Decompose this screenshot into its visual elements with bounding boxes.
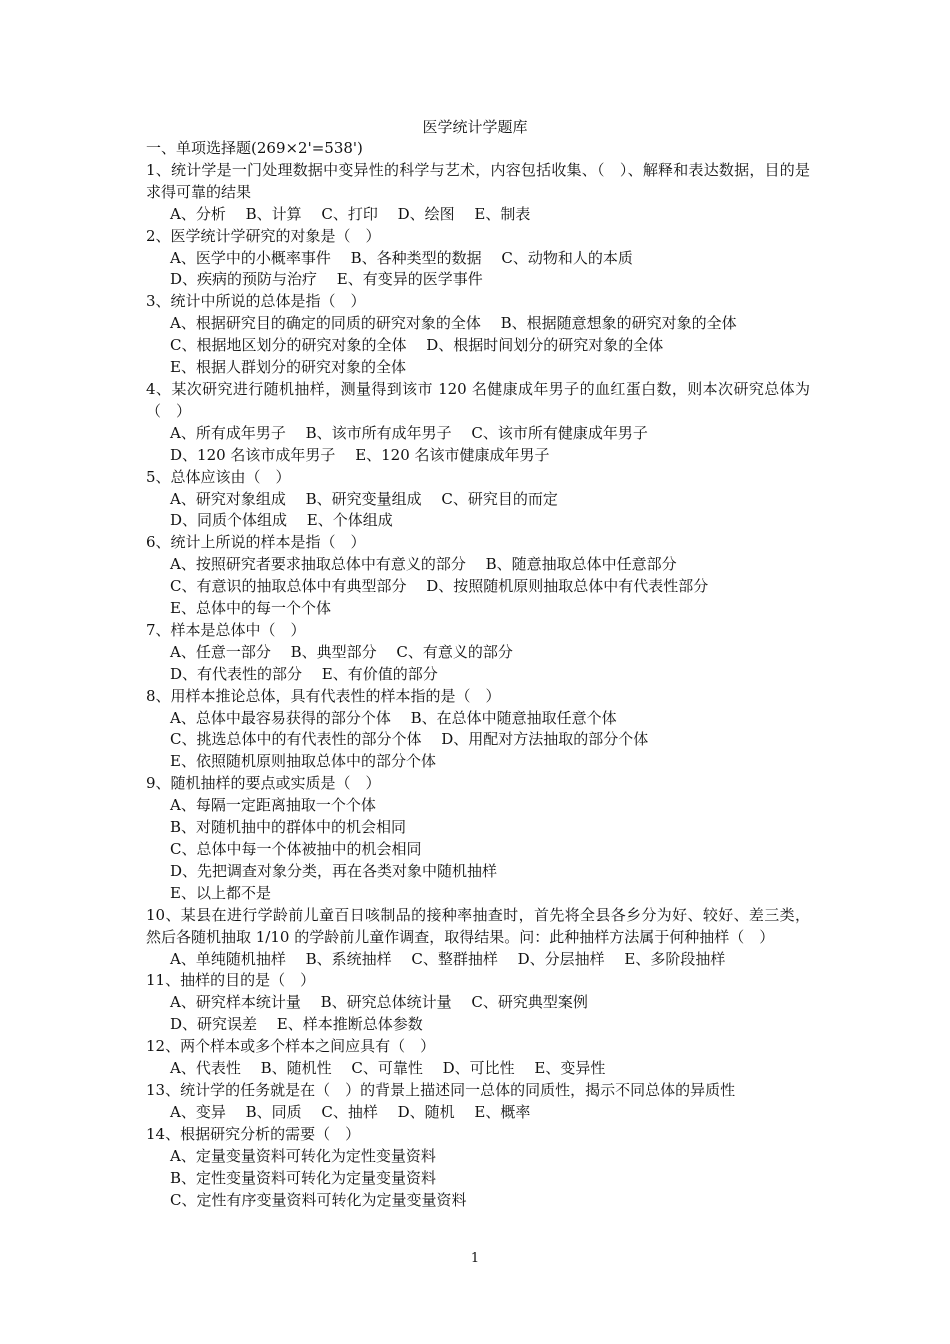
question-stem: 13、统计学的任务就是在（ ）的背景上描述同一总体的同质性，揭示不同总体的异质性 bbox=[146, 1080, 736, 1099]
answer-options-line: A、医学中的小概率事件 B、各种类型的数据 C、动物和人的本质 bbox=[170, 248, 633, 267]
question-block bbox=[146, 467, 810, 533]
answer-options-line: D、研究误差 E、样本推断总体参数 bbox=[170, 1015, 423, 1034]
answer-options-line: E、以上都不是 bbox=[170, 883, 271, 902]
answer-options-line: A、分析 B、计算 C、打印 D、绘图 E、制表 bbox=[170, 204, 531, 223]
question-stem: 14、根据研究分析的需要（ ） bbox=[146, 1124, 361, 1143]
question-stem: 4、某次研究进行随机抽样，测量得到该市 120 名健康成年男子的血红蛋白数，则本次研究总体为（ ） bbox=[146, 379, 810, 420]
answer-options-line: C、总体中每一个体被抽中的机会相同 bbox=[170, 840, 422, 858]
question-stem: 10、某县在进行学龄前儿童百日咳制品的接种率抽查时，首先将全县各乡分为好、较好、差三类，然后各随机抽取 1/10 的学龄前儿童作调查，取得结果。问：此种抽样方法属于何种抽样（ ） bbox=[146, 905, 810, 946]
question-block bbox=[146, 1124, 810, 1212]
answer-options-line: B、定性变量资料可转化为定量变量资料 bbox=[170, 1168, 437, 1187]
answer-options-line: C、有意识的抽取总体中有典型部分 D、按照随机原则抽取总体中有代表性部分 bbox=[170, 577, 709, 596]
answer-options-line: A、研究对象组成 B、研究变量组成 C、研究目的而定 bbox=[170, 489, 558, 508]
question-list bbox=[146, 138, 810, 1211]
question-stem: 9、随机抽样的要点或实质是（ ） bbox=[146, 774, 381, 793]
question-stem: 5、总体应该由（ ） bbox=[146, 467, 291, 486]
answer-options-line: B、对随机抽中的群体中的机会相同 bbox=[170, 818, 407, 837]
question-stem: 1、统计学是一门处理数据中变异性的科学与艺术，内容包括收集、（ ）、解释和表达数据，目的是求得可靠的结果 bbox=[146, 160, 810, 201]
document-title: 医学统计学题库 bbox=[422, 118, 528, 136]
answer-options-line: E、依照随机原则抽取总体中的部分个体 bbox=[170, 752, 436, 771]
question-stem: 7、样本是总体中（ ） bbox=[146, 620, 306, 639]
answer-options-line: A、每隔一定距离抽取一个个体 bbox=[170, 796, 376, 815]
question-block bbox=[146, 291, 810, 379]
page-number: 1 bbox=[470, 1251, 480, 1266]
question-block bbox=[146, 970, 810, 1036]
answer-options-line: E、总体中的每一个个体 bbox=[170, 599, 331, 618]
question-stem: 12、两个样本或多个样本之间应具有（ ） bbox=[146, 1037, 436, 1056]
question-stem: 2、医学统计学研究的对象是（ ） bbox=[146, 226, 381, 245]
answer-options-line: D、同质个体组成 E、个体组成 bbox=[170, 511, 393, 530]
answer-options-line: C、根据地区划分的研究对象的全体 D、根据时间划分的研究对象的全体 bbox=[170, 336, 664, 355]
question-stem: 6、统计上所说的样本是指（ ） bbox=[146, 533, 366, 552]
answer-options-line: A、代表性 B、随机性 C、可靠性 D、可比性 E、变异性 bbox=[170, 1059, 606, 1078]
answer-options-line: A、总体中最容易获得的部分个体 B、在总体中随意抽取任意个体 bbox=[170, 708, 617, 727]
answer-options-line: D、疾病的预防与治疗 E、有变异的医学事件 bbox=[170, 270, 483, 289]
question-block bbox=[146, 1080, 810, 1124]
answer-options-line: A、单纯随机抽样 B、系统抽样 C、整群抽样 D、分层抽样 E、多阶段抽样 bbox=[170, 949, 726, 968]
question-block bbox=[146, 379, 810, 467]
question-items bbox=[146, 160, 810, 1212]
question-block bbox=[146, 226, 810, 292]
answer-options-line: A、任意一部分 B、典型部分 C、有意义的部分 bbox=[170, 642, 513, 661]
question-block bbox=[146, 686, 810, 774]
question-stem: 8、用样本推论总体，具有代表性的样本指的是（ ） bbox=[146, 686, 501, 705]
question-block bbox=[146, 773, 810, 904]
question-stem: 11、抽样的目的是（ ） bbox=[146, 971, 316, 990]
answer-options-line: A、按照研究者要求抽取总体中有意义的部分 B、随意抽取总体中任意部分 bbox=[170, 555, 677, 574]
answer-options-line: D、120 名该市成年男子 E、120 名该市健康成年男子 bbox=[170, 445, 550, 464]
answer-options-line: A、变异 B、同质 C、抽样 D、随机 E、概率 bbox=[170, 1102, 531, 1121]
question-block bbox=[146, 1036, 810, 1080]
question-stem: 3、统计中所说的总体是指（ ） bbox=[146, 292, 366, 311]
question-block bbox=[146, 620, 810, 686]
question-block bbox=[146, 532, 810, 620]
answer-options-line: C、挑选总体中的有代表性的部分个体 D、用配对方法抽取的部分个体 bbox=[170, 730, 649, 749]
section-heading: 一、单项选择题(269×2'=538') bbox=[146, 139, 363, 157]
answer-options-line: E、根据人群划分的研究对象的全体 bbox=[170, 358, 406, 377]
answer-options-line: A、所有成年男子 B、该市所有成年男子 C、该市所有健康成年男子 bbox=[170, 423, 648, 442]
answer-options-line: C、定性有序变量资料可转化为定量变量资料 bbox=[170, 1190, 467, 1209]
question-block bbox=[146, 905, 810, 971]
answer-options-line: A、定量变量资料可转化为定性变量资料 bbox=[170, 1146, 436, 1165]
answer-options-line: A、根据研究目的确定的同质的研究对象的全体 B、根据随意想象的研究对象的全体 bbox=[170, 314, 737, 333]
question-block bbox=[146, 160, 810, 226]
answer-options-line: D、先把调查对象分类，再在各类对象中随机抽样 bbox=[170, 861, 498, 880]
answer-options-line: A、研究样本统计量 B、研究总体统计量 C、研究典型案例 bbox=[170, 993, 588, 1012]
answer-options-line: D、有代表性的部分 E、有价值的部分 bbox=[170, 664, 438, 683]
